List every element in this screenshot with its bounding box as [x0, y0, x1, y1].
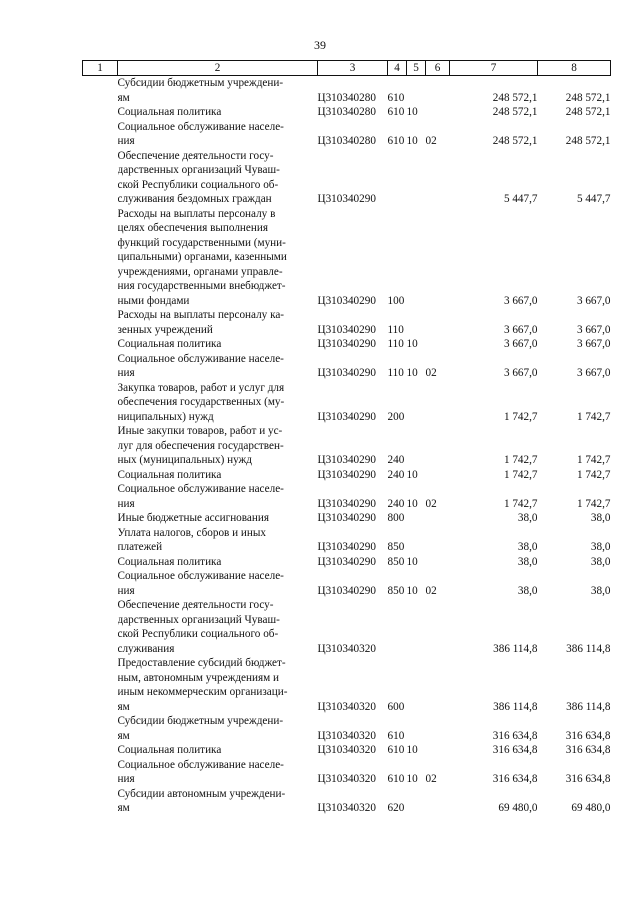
section-cell [407, 76, 426, 106]
amount-col8-cell: 38,0 [590, 555, 611, 568]
expense-name-line: Закупка товаров, работ и услуг для [117, 381, 285, 394]
section-cell [407, 787, 426, 816]
target-article-cell: Ц310340290 [317, 584, 376, 597]
subsection-cell [426, 555, 450, 570]
column-header-2: 2 [118, 61, 318, 76]
expense-name-line: ской Республики социального об- [117, 628, 279, 640]
section-cell: 10 [406, 135, 418, 147]
expense-name-line: обеспечения государственных (му- [117, 396, 285, 408]
target-article-cell: Ц310340290 [317, 193, 376, 205]
amount-col8-cell: 38,0 [590, 541, 611, 553]
table-row [83, 569, 611, 598]
row-number-cell [83, 149, 118, 207]
amount-col7-cell: 1 742,7 [503, 468, 538, 481]
amount-col7-cell: 69 480,0 [498, 802, 538, 814]
expense-name-line: ния государственными внебюджет- [117, 280, 286, 292]
subsection-cell [426, 787, 450, 816]
expense-name-line: зенных учреждений [117, 323, 213, 336]
section-cell: 10 [406, 367, 418, 379]
section-cell [407, 511, 426, 526]
subsection-cell [426, 337, 450, 352]
amount-col8-cell: 38,0 [590, 584, 611, 597]
subsection-cell [426, 743, 450, 758]
expense-type-cell: 610 [387, 91, 405, 104]
subsection-cell [426, 381, 450, 425]
target-article-cell: Ц310340290 [317, 323, 376, 336]
table-row [83, 656, 611, 714]
section-cell: 10 [406, 773, 418, 785]
expense-name-cell [118, 468, 318, 483]
expense-name-line: Социальная политика [117, 555, 222, 568]
expense-type-cell: 610 [387, 744, 405, 756]
expense-name-cell [118, 149, 318, 207]
amount-col7-cell: 248 572,1 [492, 106, 538, 118]
expense-name-cell [118, 120, 318, 149]
expense-name-line: Обеспечение деятельности госу- [117, 149, 274, 162]
expense-name-line: Социальное обслуживание населе- [117, 483, 284, 495]
page-number: 39 [314, 38, 326, 52]
amount-col7-cell: 5 447,7 [503, 193, 538, 205]
section-cell [407, 598, 426, 656]
row-number-cell [83, 381, 118, 425]
expense-name-cell [118, 787, 318, 816]
amount-col8-cell: 38,0 [590, 512, 611, 524]
expense-name-cell [118, 555, 318, 570]
amount-col8-cell: 3 667,0 [576, 294, 611, 307]
expense-name-line: Расходы на выплаты персоналу в [117, 207, 276, 220]
target-article-cell: Ц310340290 [317, 367, 376, 379]
table-row [83, 149, 611, 207]
table-row [83, 511, 611, 526]
expense-name-cell [118, 743, 318, 758]
subsection-cell: 02 [425, 584, 437, 597]
table-row [83, 308, 611, 337]
expense-name-line: Предоставление субсидий бюджет- [117, 657, 286, 669]
amount-col7-cell: 248 572,1 [492, 135, 538, 147]
table-row [83, 337, 611, 352]
amount-col8-cell: 1 742,7 [576, 497, 611, 510]
expense-type-cell: 610 [387, 106, 405, 118]
expense-name-line: Расходы на выплаты персоналу ка- [117, 309, 285, 321]
target-article-cell: Ц310340320 [317, 802, 376, 814]
column-header-3: 3 [318, 61, 388, 76]
table-row [83, 105, 611, 120]
budget-table [82, 60, 611, 816]
expense-name-cell [118, 482, 318, 511]
expense-name-line: Уплата налогов, сборов и иных [117, 526, 267, 539]
table-row [83, 424, 611, 468]
amount-col8-cell: 316 634,8 [565, 729, 611, 742]
section-cell [407, 714, 426, 743]
table-row [83, 352, 611, 381]
expense-name-cell [118, 308, 318, 337]
target-article-cell: Ц310340290 [317, 512, 376, 524]
amount-col7-cell: 1 742,7 [503, 410, 538, 423]
expense-type-cell: 240 [387, 497, 405, 510]
row-number-cell [83, 656, 118, 714]
expense-type-cell: 800 [387, 512, 405, 524]
expense-name-cell [118, 381, 318, 425]
expense-name-cell [118, 569, 318, 598]
amount-col8-cell: 386 114,8 [566, 642, 611, 655]
target-article-cell: Ц310340290 [317, 338, 376, 350]
expense-name-cell [118, 758, 318, 787]
subsection-cell [426, 207, 450, 309]
subsection-cell [426, 526, 450, 555]
amount-col7-cell: 248 572,1 [492, 91, 538, 104]
table-row [83, 526, 611, 555]
target-article-cell: Ц310340290 [317, 468, 376, 481]
expense-name-cell [118, 598, 318, 656]
column-header-1: 1 [83, 61, 118, 76]
expense-name-line: ния [117, 584, 135, 597]
row-number-cell [83, 526, 118, 555]
amount-col7-cell: 38,0 [517, 555, 538, 568]
expense-type-cell: 240 [387, 468, 405, 481]
expense-name-line: ям [117, 802, 130, 814]
amount-col7-cell: 3 667,0 [503, 338, 538, 350]
expense-name-line: дарственных организаций Чуваш- [117, 164, 280, 176]
amount-col7-cell: 3 667,0 [503, 367, 538, 379]
amount-col8-cell: 3 667,0 [576, 338, 611, 350]
expense-name-line: Социальная политика [117, 468, 222, 481]
expense-name-line: Иные бюджетные ассигнования [117, 512, 269, 524]
table-row [83, 468, 611, 483]
section-cell: 10 [406, 744, 418, 756]
target-article-cell: Ц310340290 [317, 454, 376, 466]
expense-name-cell [118, 714, 318, 743]
expense-name-cell [118, 424, 318, 468]
target-article-cell: Ц310340290 [317, 294, 376, 307]
amount-col8-cell: 1 742,7 [576, 410, 611, 423]
expense-type-cell: 620 [387, 802, 405, 814]
row-number-cell [83, 511, 118, 526]
target-article-cell: Ц310340320 [317, 773, 376, 785]
expense-type-cell: 600 [387, 700, 405, 713]
amount-col7-cell: 1 742,7 [503, 497, 538, 510]
row-number-cell [83, 555, 118, 570]
expense-type-cell: 850 [387, 541, 405, 553]
expense-name-line: служивания бездомных граждан [117, 193, 272, 205]
table-row [83, 555, 611, 570]
column-header-8: 8 [538, 61, 611, 76]
row-number-cell [83, 424, 118, 468]
section-cell [407, 381, 426, 425]
expense-type-cell: 110 [387, 338, 404, 350]
expense-name-line: Социальное обслуживание населе- [117, 352, 284, 365]
expense-name-line: ния [117, 367, 135, 379]
target-article-cell: Ц310340280 [317, 91, 376, 104]
section-cell [407, 149, 426, 207]
expense-type-cell: 200 [387, 410, 405, 423]
expense-type-cell [388, 149, 407, 207]
row-number-cell [83, 787, 118, 816]
subsection-cell [426, 308, 450, 337]
expense-name-line: ным, автономным учреждениям и [117, 671, 279, 684]
table-row [83, 758, 611, 787]
expense-name-line: Обеспечение деятельности госу- [117, 599, 274, 611]
column-header-6: 6 [426, 61, 450, 76]
expense-name-line: Социальная политика [117, 744, 222, 756]
amount-col8-cell: 1 742,7 [576, 454, 611, 466]
expense-name-line: ных (муниципальных) нужд [117, 454, 252, 466]
target-article-cell: Ц310340320 [317, 642, 376, 655]
target-article-cell: Ц310340290 [317, 497, 376, 510]
subsection-cell [426, 714, 450, 743]
column-header-4: 4 [388, 61, 407, 76]
expense-name-cell [118, 207, 318, 309]
subsection-cell: 02 [425, 135, 437, 147]
row-number-cell [83, 76, 118, 106]
subsection-cell: 02 [425, 773, 437, 785]
table-row [83, 207, 611, 309]
table-row [83, 743, 611, 758]
expense-name-cell [118, 352, 318, 381]
table-row [83, 482, 611, 511]
amount-col7-cell: 38,0 [517, 584, 538, 597]
section-cell: 10 [406, 468, 418, 481]
expense-name-line: Субсидии автономным учреждени- [117, 787, 286, 800]
expense-name-line: Иные закупки товаров, работ и ус- [117, 425, 283, 437]
amount-col8-cell: 1 742,7 [576, 468, 611, 481]
expense-name-line: учреждениями, органами управле- [117, 265, 283, 278]
row-number-cell [83, 482, 118, 511]
expense-name-cell [118, 656, 318, 714]
target-article-cell: Ц310340290 [317, 410, 376, 423]
amount-col7-cell: 38,0 [517, 541, 538, 553]
amount-col8-cell: 248 572,1 [565, 135, 611, 147]
expense-name-line: Социальная политика [117, 106, 222, 118]
row-number-cell [83, 120, 118, 149]
column-header-7: 7 [450, 61, 538, 76]
expense-name-line: ниципальных) нужд [117, 410, 214, 423]
amount-col8-cell: 3 667,0 [576, 367, 611, 379]
row-number-cell [83, 207, 118, 309]
target-article-cell: Ц310340290 [317, 555, 376, 568]
expense-name-line: ям [117, 729, 130, 742]
expense-name-line: ния [117, 135, 135, 147]
subsection-cell [426, 468, 450, 483]
table-row [83, 714, 611, 743]
amount-col7-cell: 38,0 [517, 512, 538, 524]
amount-col8-cell: 5 447,7 [576, 193, 611, 205]
expense-type-cell: 610 [387, 729, 405, 742]
expense-name-cell [118, 76, 318, 106]
column-number-header-row [83, 61, 611, 76]
amount-col8-cell: 316 634,8 [565, 744, 611, 756]
expense-name-cell [118, 511, 318, 526]
section-cell: 10 [406, 338, 418, 350]
expense-name-line: иным некоммерческим организаци- [117, 686, 288, 698]
amount-col7-cell: 386 114,8 [493, 700, 538, 713]
expense-name-line: ципальными) органами, казенными [117, 251, 287, 263]
amount-col8-cell: 386 114,8 [566, 700, 611, 713]
subsection-cell: 02 [425, 367, 437, 379]
expense-name-line: ния [117, 773, 135, 785]
expense-name-line: платежей [117, 541, 163, 553]
expense-name-line: служивания [117, 642, 175, 655]
section-cell [407, 207, 426, 309]
amount-col8-cell: 69 480,0 [571, 802, 611, 814]
subsection-cell [426, 598, 450, 656]
expense-name-line: Субсидии бюджетным учреждени- [117, 77, 284, 89]
section-cell: 10 [406, 497, 418, 510]
section-cell: 10 [406, 584, 418, 597]
expense-name-line: ния [117, 497, 135, 510]
column-header-5: 5 [407, 61, 426, 76]
expense-name-cell [118, 337, 318, 352]
section-cell [407, 424, 426, 468]
expense-name-line: функций государственными (муни- [117, 236, 286, 249]
expense-type-cell: 850 [387, 555, 405, 568]
table-row [83, 381, 611, 425]
subsection-cell [426, 424, 450, 468]
row-number-cell [83, 714, 118, 743]
amount-col8-cell: 248 572,1 [565, 106, 611, 118]
expense-name-line: ской Республики социального об- [117, 178, 279, 191]
expense-type-cell: 240 [387, 454, 405, 466]
subsection-cell [426, 656, 450, 714]
section-cell [407, 526, 426, 555]
expense-type-cell: 610 [387, 135, 405, 147]
expense-name-line: Социальное обслуживание населе- [117, 570, 284, 582]
section-cell: 10 [406, 555, 418, 568]
amount-col7-cell: 3 667,0 [503, 294, 538, 307]
amount-col8-cell: 248 572,1 [565, 91, 611, 104]
expense-type-cell: 100 [387, 294, 405, 307]
row-number-cell [83, 758, 118, 787]
expense-name-line: ными фондами [117, 294, 190, 307]
expense-name-cell [118, 526, 318, 555]
expense-name-line: ям [117, 91, 130, 104]
section-cell [407, 308, 426, 337]
amount-col8-cell: 316 634,8 [565, 773, 611, 785]
table-row [83, 787, 611, 816]
expense-name-line: дарственных организаций Чуваш- [117, 613, 280, 626]
target-article-cell: Ц310340320 [317, 700, 376, 713]
table-row [83, 598, 611, 656]
expense-name-cell [118, 105, 318, 120]
subsection-cell [426, 76, 450, 106]
expense-name-line: Социальное обслуживание населе- [117, 758, 284, 771]
expense-name-line: Субсидии бюджетным учреждени- [117, 715, 284, 727]
row-number-cell [83, 743, 118, 758]
target-article-cell: Ц310340280 [317, 135, 376, 147]
amount-col7-cell: 3 667,0 [503, 323, 538, 336]
row-number-cell [83, 352, 118, 381]
expense-name-line: Социальная политика [117, 338, 222, 350]
row-number-cell [83, 468, 118, 483]
expense-type-cell: 850 [387, 584, 405, 597]
expense-name-line: ям [117, 700, 130, 713]
expense-name-line: целях обеспечения выполнения [117, 222, 268, 234]
table-row [83, 76, 611, 106]
row-number-cell [83, 337, 118, 352]
amount-col7-cell: 316 634,8 [492, 744, 538, 756]
target-article-cell: Ц310340290 [317, 541, 376, 553]
expense-name-line: Социальное обслуживание населе- [117, 120, 284, 133]
row-number-cell [83, 569, 118, 598]
section-cell: 10 [406, 106, 418, 118]
section-cell [407, 656, 426, 714]
table-body [83, 76, 611, 816]
subsection-cell: 02 [425, 497, 437, 510]
expense-type-cell: 610 [387, 773, 405, 785]
subsection-cell [426, 105, 450, 120]
expense-type-cell [388, 598, 407, 656]
row-number-cell [83, 105, 118, 120]
target-article-cell: Ц310340280 [317, 106, 376, 118]
amount-col8-cell: 3 667,0 [576, 323, 611, 336]
amount-col7-cell: 386 114,8 [493, 642, 538, 655]
target-article-cell: Ц310340320 [317, 744, 376, 756]
row-number-cell [83, 308, 118, 337]
target-article-cell: Ц310340320 [317, 729, 376, 742]
subsection-cell [426, 149, 450, 207]
row-number-cell [83, 598, 118, 656]
expense-type-cell: 110 [387, 323, 404, 336]
amount-col7-cell: 1 742,7 [503, 454, 538, 466]
amount-col7-cell: 316 634,8 [492, 729, 538, 742]
expense-name-line: луг для обеспечения государствен- [117, 439, 284, 452]
subsection-cell [426, 511, 450, 526]
table-row [83, 120, 611, 149]
expense-type-cell: 110 [387, 367, 404, 379]
amount-col7-cell: 316 634,8 [492, 773, 538, 785]
